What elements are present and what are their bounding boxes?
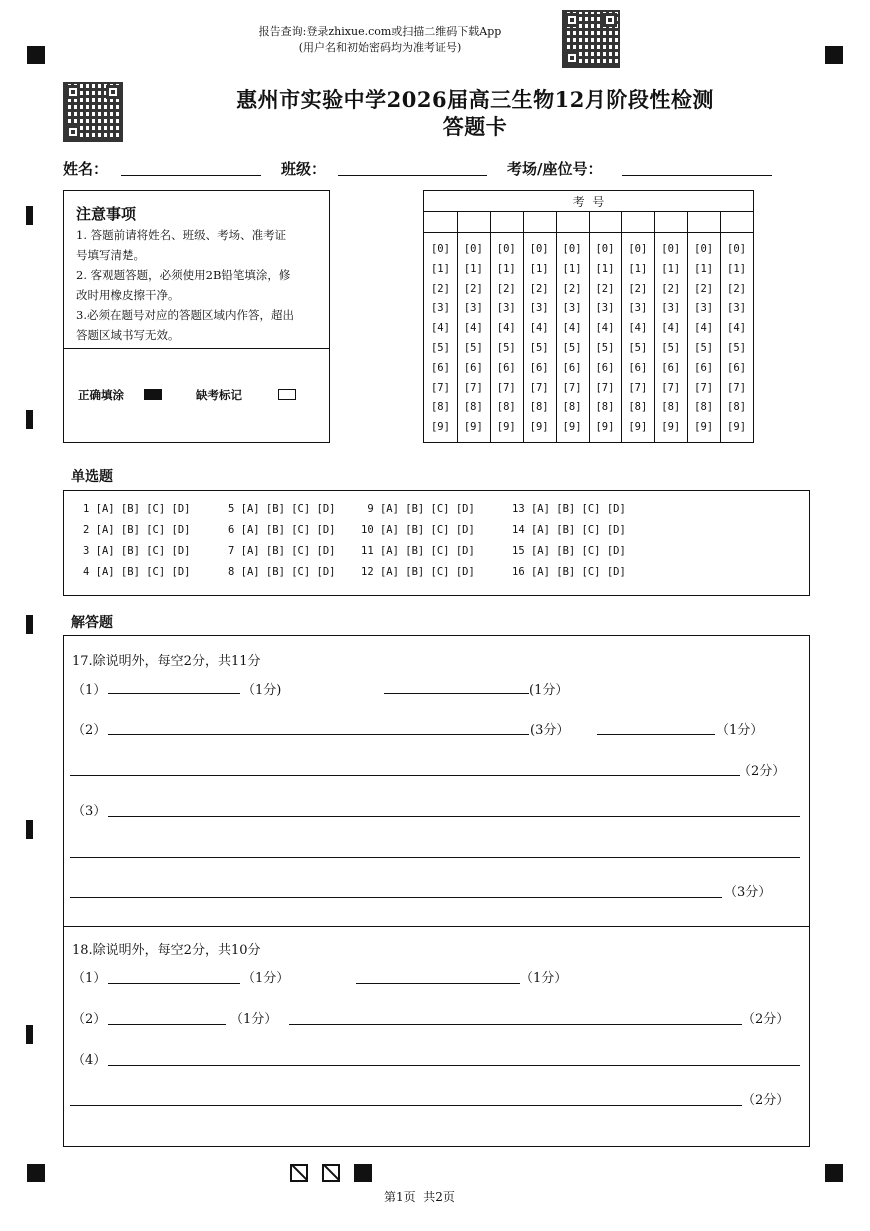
exam-number-digit[interactable]: [2] [562,282,582,295]
exam-number-grid [423,190,754,443]
exam-number-digit[interactable]: [2] [661,282,681,295]
exam-number-digit[interactable]: [0] [727,243,747,255]
exam-number-digit[interactable]: [9] [628,421,648,434]
notice-box [63,190,330,443]
page-marker-box [322,1164,340,1182]
corner-marker-top-left [27,46,45,64]
exam-number-digit[interactable]: [2] [727,282,747,295]
exam-number-digit[interactable]: [6] [727,361,747,374]
exam-number-digit[interactable]: [8] [727,401,747,414]
exam-number-write-box[interactable] [654,212,687,232]
choice-row[interactable]: 3 [A] [B] [C] [D] [83,545,191,557]
name-field[interactable] [121,175,261,176]
exam-number-digit[interactable]: [1] [595,262,615,275]
q18-4-blank-line1[interactable] [108,1065,800,1066]
edge-marker [26,206,33,225]
q17-1-score-a: （1分) [242,683,282,698]
exam-number-digit[interactable]: [9] [463,421,483,434]
choice-column-1 [83,503,190,587]
q18-1-blank-a[interactable] [108,983,240,984]
exam-number-digit[interactable]: [8] [562,401,582,414]
exam-number-digit[interactable]: [4] [529,322,549,335]
corner-marker-top-right [825,46,843,64]
q18-4-blank-line2[interactable] [70,1105,742,1106]
exam-number-digit[interactable]: [5] [661,342,681,354]
choice-row[interactable]: 16 [A] [B] [C] [D] [512,566,626,578]
exam-number-digit[interactable]: [4] [727,322,747,335]
q17-3-score: （3分） [724,885,772,900]
exam-number-digit[interactable]: [9] [430,421,450,434]
exam-number-digit[interactable]: [8] [694,401,714,414]
exam-number-write-box[interactable] [457,212,490,232]
edge-marker [26,1025,33,1044]
exam-number-digit[interactable]: [4] [694,322,714,335]
exam-number-digit[interactable]: [1] [661,262,681,275]
exam-number-digit[interactable]: [1] [562,262,582,275]
q17-heading: 17.除说明外，每空2分，共11分 [72,654,261,669]
q18-2-score-b: （2分） [742,1012,790,1027]
q17-2-blank-a[interactable] [108,734,529,735]
exam-number-digit[interactable]: [6] [628,361,648,374]
exam-number-digit[interactable]: [5] [595,342,615,354]
exam-number-digit[interactable]: [5] [727,342,747,354]
exam-number-write-box[interactable] [556,212,589,232]
choice-row[interactable]: 8 [A] [B] [C] [D] [228,566,336,578]
exam-number-digit[interactable]: [0] [694,243,714,255]
single-choice-box [63,490,810,596]
exam-number-digit[interactable]: [0] [661,243,681,255]
exam-number-digit[interactable]: [1] [496,262,516,275]
choice-row[interactable]: 15 [A] [B] [C] [D] [512,545,626,557]
choice-row[interactable]: 10 [A] [B] [C] [D] [361,524,475,536]
exam-number-digit[interactable]: [5] [463,342,483,354]
exam-number-digit[interactable]: [6] [430,361,450,374]
exam-number-digit[interactable]: [6] [661,361,681,374]
answers-title: 解答题 [71,615,113,631]
exam-number-digit[interactable]: [9] [529,421,549,434]
notice-item: 号填写清楚。 [76,248,145,262]
exam-number-digit[interactable]: [5] [496,342,516,354]
q17-part1-label: （1） [72,683,107,698]
choice-row[interactable]: 7 [A] [B] [C] [D] [228,545,336,557]
answers-box [63,635,810,1147]
choice-row[interactable]: 13 [A] [B] [C] [D] [512,503,626,515]
exam-number-write-box[interactable] [621,212,654,232]
exam-number-digit[interactable]: [3] [694,302,714,315]
exam-number-digit[interactable]: [7] [430,381,450,394]
exam-number-digit[interactable]: [5] [430,342,450,354]
room-seat-field[interactable] [622,175,772,176]
exam-number-digit[interactable]: [9] [562,421,582,434]
exam-number-digit[interactable]: [2] [496,282,516,295]
choice-column-3 [361,503,475,587]
exam-number-digit[interactable]: [2] [694,282,714,295]
choice-row[interactable]: 14 [A] [B] [C] [D] [512,524,626,536]
notice-item: 改时用橡皮擦干净。 [76,288,180,302]
exam-number-digit[interactable]: [5] [562,342,582,354]
exam-number-digit[interactable]: [0] [430,243,450,255]
exam-number-digit[interactable]: [8] [430,401,450,414]
q18-2-blank-a[interactable] [108,1024,226,1025]
exam-number-digit[interactable]: [9] [496,421,516,434]
exam-number-digit[interactable]: [0] [595,243,615,255]
choice-column-4 [512,503,626,587]
exam-number-digit[interactable]: [2] [628,282,648,295]
choice-row[interactable]: 11 [A] [B] [C] [D] [361,545,475,557]
q17-2-score-c: （2分） [738,764,786,779]
page-number: 第1页 共2页 [384,1190,455,1204]
exam-number-digit[interactable]: [3] [595,302,615,315]
choice-row[interactable]: 5 [A] [B] [C] [D] [228,503,336,515]
exam-number-digit[interactable]: [8] [463,401,483,414]
exam-number-digit[interactable]: [7] [661,381,681,394]
report-query-line1: 报告查询:登录zhixue.com或扫描二维码下载App [258,25,502,38]
q18-1-score-a: （1分） [242,971,290,986]
notice-item: 3.必须在题号对应的答题区域内作答，超出 [76,308,294,322]
choice-column-2 [228,503,335,587]
exam-number-digit[interactable]: [4] [430,322,450,335]
q18-1-score-b: （1分） [520,971,568,986]
class-label: 班级： [281,160,327,178]
exam-number-write-box[interactable] [490,212,523,232]
q17-1-blank-a[interactable] [108,693,240,694]
exam-number-digit[interactable]: [1] [694,262,714,275]
q17-3-blank-line1[interactable] [108,816,800,817]
exam-number-digit[interactable]: [7] [595,381,615,394]
exam-number-digit[interactable]: [4] [595,322,615,335]
exam-number-digit[interactable]: [2] [529,282,549,295]
exam-number-write-box[interactable] [424,212,457,232]
q17-part3-label: （3） [72,804,107,819]
exam-number-digit[interactable]: [6] [496,361,516,374]
page-title [150,86,800,140]
q18-1-blank-b[interactable] [356,983,520,984]
q18-2-score-a: （1分） [230,1012,278,1027]
correct-fill-sample [144,389,162,400]
exam-number-digit[interactable]: [4] [661,322,681,335]
exam-number-digit[interactable]: [7] [562,381,582,394]
page-title-line2: 答题卡 [442,114,508,139]
choice-row[interactable]: 9 [A] [B] [C] [D] [361,503,475,515]
exam-number-digit[interactable]: [0] [628,243,648,255]
exam-number-digit[interactable]: [7] [694,381,714,394]
exam-number-digit[interactable]: [6] [694,361,714,374]
exam-number-digit[interactable]: [6] [562,361,582,374]
exam-number-digit[interactable]: [0] [562,243,582,255]
exam-number-digit[interactable]: [9] [595,421,615,434]
q18-heading: 18.除说明外，每空2分，共10分 [72,943,261,958]
exam-number-digit[interactable]: [7] [463,381,483,394]
choice-row[interactable]: 2 [A] [B] [C] [D] [83,524,191,536]
absent-mark-checkbox[interactable] [278,389,296,400]
q18-part1-label: （1） [72,971,107,986]
absent-mark-label: 缺考标记 [196,388,242,402]
q17-2-blank-b[interactable] [597,734,715,735]
choice-row[interactable]: 4 [A] [B] [C] [D] [83,566,191,578]
exam-number-digit[interactable]: [8] [496,401,516,414]
notice-list [76,225,326,345]
exam-number-digit[interactable]: [6] [595,361,615,374]
q17-3-blank-line2[interactable] [70,857,800,858]
q17-q18-divider [64,926,809,927]
choice-row[interactable]: 1 [A] [B] [C] [D] [83,503,191,515]
page-title-line1: 惠州市实验中学2026届高三生物12月阶段性检测 [236,87,714,112]
exam-number-digit[interactable]: [6] [529,361,549,374]
report-query-line2: (用户名和初始密码均为准考证号) [298,41,462,54]
notice-item: 2. 客观题答题，必须使用2B铅笔填涂，修 [76,268,291,282]
class-field[interactable] [338,175,487,176]
exam-number-digit[interactable]: [8] [628,401,648,414]
exam-number-digit[interactable]: [7] [628,381,648,394]
exam-number-digit[interactable]: [9] [661,421,681,434]
q18-part4-label: （4） [72,1053,107,1068]
corner-marker-bottom-right [825,1164,843,1182]
edge-marker [26,410,33,429]
exam-number-digit[interactable]: [9] [727,421,747,434]
exam-number-digit[interactable]: [5] [529,342,549,354]
exam-number-digit[interactable]: [1] [430,262,450,275]
q18-4-score: （2分） [742,1093,790,1108]
exam-number-digit[interactable]: [3] [661,302,681,315]
exam-number-digit[interactable]: [7] [496,381,516,394]
q17-1-blank-b[interactable] [384,693,529,694]
app-download-qr-code[interactable] [562,10,620,68]
exam-number-digit[interactable]: [8] [595,401,615,414]
exam-number-digit[interactable]: [1] [463,262,483,275]
exam-number-digit[interactable]: [3] [463,302,483,315]
report-query-note [230,24,530,56]
notice-item: 1. 答题前请将姓名、班级、考场、准考证 [76,228,287,242]
exam-number-digit[interactable]: [2] [463,282,483,295]
exam-number-digit[interactable]: [3] [562,302,582,315]
q18-part2-label: （2） [72,1012,107,1027]
exam-number-write-box[interactable] [589,212,622,232]
q17-part2-label: （2） [72,723,107,738]
exam-number-digit[interactable]: [0] [496,243,516,255]
room-seat-label: 考场/座位号： [507,160,603,178]
q17-2-score-b: （1分） [716,723,764,738]
q17-2-score-a: (3分） [530,723,570,738]
exam-number-title: 考 号 [572,195,605,209]
name-label: 姓名： [63,160,109,178]
choice-row[interactable]: 12 [A] [B] [C] [D] [361,566,475,578]
exam-number-write-box[interactable] [720,212,753,232]
single-choice-title: 单选题 [71,469,113,485]
corner-marker-bottom-left [27,1164,45,1182]
exam-number-digit[interactable]: [7] [727,381,747,394]
notice-item: 答题区域书写无效。 [76,328,180,342]
exam-number-digit[interactable]: [5] [628,342,648,354]
exam-number-digit[interactable]: [9] [694,421,714,434]
student-qr-code [63,82,123,142]
exam-number-digit[interactable]: [0] [529,243,549,255]
exam-number-digit[interactable]: [8] [529,401,549,414]
q17-3-blank-line3[interactable] [70,897,722,898]
exam-number-digit[interactable]: [4] [496,322,516,335]
edge-marker [26,820,33,839]
exam-number-digit[interactable]: [2] [430,282,450,295]
exam-number-digit[interactable]: [2] [595,282,615,295]
exam-number-write-box[interactable] [523,212,556,232]
page-marker-box [290,1164,308,1182]
exam-number-digit[interactable]: [4] [628,322,648,335]
exam-number-digit[interactable]: [0] [463,243,483,255]
exam-number-digit[interactable]: [4] [562,322,582,335]
exam-number-digit[interactable]: [3] [628,302,648,315]
choice-row[interactable]: 6 [A] [B] [C] [D] [228,524,336,536]
exam-number-digit[interactable]: [5] [694,342,714,354]
notice-divider [64,348,329,349]
exam-number-digit[interactable]: [3] [529,302,549,315]
q17-2-blank-c[interactable] [70,775,740,776]
correct-fill-label: 正确填涂 [78,388,124,402]
exam-number-digit[interactable]: [3] [496,302,516,315]
exam-number-digit[interactable]: [3] [727,302,747,315]
exam-number-digit[interactable]: [1] [727,262,747,275]
notice-title: 注意事项 [76,205,137,223]
exam-number-write-box[interactable] [687,212,720,232]
exam-number-digit[interactable]: [4] [463,322,483,335]
exam-number-digit[interactable]: [1] [628,262,648,275]
exam-number-digit[interactable]: [8] [661,401,681,414]
exam-number-digit[interactable]: [7] [529,381,549,394]
exam-number-digit[interactable]: [6] [463,361,483,374]
exam-number-digit[interactable]: [3] [430,302,450,315]
q17-1-score-b: (1分） [529,683,569,698]
edge-marker [26,615,33,634]
page-marker-filled [354,1164,372,1182]
q18-2-blank-b[interactable] [289,1024,742,1025]
exam-number-digit[interactable]: [1] [529,262,549,275]
